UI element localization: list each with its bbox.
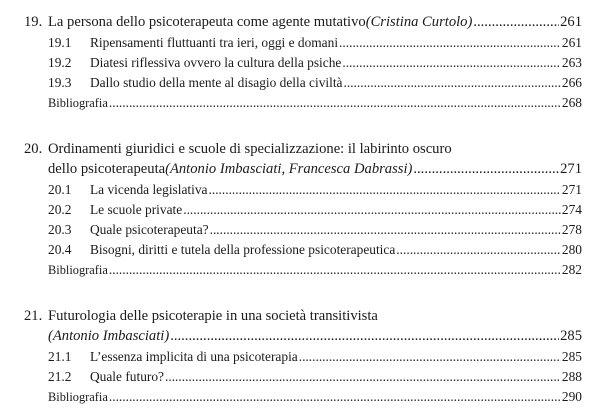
dot-leader bbox=[183, 200, 561, 220]
dot-leader bbox=[339, 33, 561, 53]
section-page: 263 bbox=[561, 55, 582, 70]
section-title: Le scuole private bbox=[90, 202, 183, 217]
section-entry bbox=[48, 73, 582, 93]
dot-leader bbox=[342, 53, 561, 73]
section-title: Diatesi riflessiva ovvero la cultura della psiche bbox=[90, 55, 342, 70]
section-entry bbox=[48, 53, 582, 73]
chapter-title bbox=[48, 306, 582, 346]
chapter-number: 21. bbox=[24, 308, 43, 324]
section-title: Dallo studio della mente al disagio della civiltà bbox=[90, 75, 343, 90]
bibliography-entry bbox=[48, 260, 582, 280]
chapter-title-text: Futurologia delle psicoterapie in una società transitivista bbox=[48, 308, 378, 324]
chapter-page: 261 bbox=[560, 14, 582, 30]
section-number: 20.3 bbox=[48, 222, 72, 237]
chapter-author: (Cristina Curtolo) bbox=[365, 14, 473, 30]
chapter-number: 20. bbox=[24, 141, 43, 157]
chapter-title-line bbox=[48, 12, 582, 32]
section-entry bbox=[48, 220, 582, 240]
dot-leader bbox=[109, 387, 561, 407]
chapter-author: (Antonio Imbasciati) bbox=[48, 328, 170, 344]
section-title: Bisogni, diritti e tutela della professione psicoterapeutica bbox=[90, 242, 396, 257]
dot-leader bbox=[473, 12, 559, 32]
section-page: 274 bbox=[561, 202, 582, 217]
dot-leader bbox=[210, 220, 561, 240]
dot-leader bbox=[170, 326, 559, 346]
chapter-heading bbox=[24, 139, 582, 179]
chapter-21 bbox=[24, 306, 582, 407]
section-number: 19.1 bbox=[48, 35, 72, 50]
chapter-page: 285 bbox=[560, 328, 582, 344]
section-title: L’essenza implicita di una psicoterapia bbox=[90, 349, 298, 364]
section-page: 280 bbox=[561, 242, 582, 257]
chapter-19 bbox=[24, 12, 582, 113]
chapter-title bbox=[48, 139, 582, 179]
dot-leader bbox=[109, 260, 561, 280]
chapter-title-text: dello psicoterapeuta bbox=[48, 161, 166, 177]
section-page: 285 bbox=[561, 349, 582, 364]
bibliography-page: 268 bbox=[561, 95, 582, 110]
chapter-number: 19. bbox=[24, 14, 43, 30]
section-list bbox=[48, 180, 582, 280]
section-number: 21.2 bbox=[48, 369, 72, 384]
section-page: 288 bbox=[561, 369, 582, 384]
chapter-title-line bbox=[48, 306, 582, 326]
section-page: 261 bbox=[561, 35, 582, 50]
section-list bbox=[48, 33, 582, 113]
dot-leader bbox=[299, 347, 561, 367]
chapter-title-line bbox=[48, 159, 582, 179]
section-number: 19.2 bbox=[48, 55, 72, 70]
chapter-title bbox=[48, 12, 582, 32]
bibliography-entry bbox=[48, 387, 582, 407]
section-title: La vicenda legislativa bbox=[90, 182, 208, 197]
dot-leader bbox=[413, 159, 559, 179]
dot-leader bbox=[109, 93, 561, 113]
section-list bbox=[48, 347, 582, 407]
bibliography-label: Bibliografia bbox=[48, 390, 108, 404]
chapter-title-text: La persona dello psicoterapeuta come agente mutativo bbox=[48, 14, 366, 30]
dot-leader bbox=[344, 73, 561, 93]
section-page: 266 bbox=[561, 75, 582, 90]
section-title: Quale psicoterapeuta? bbox=[90, 222, 209, 237]
dot-leader bbox=[396, 240, 561, 260]
bibliography-page: 282 bbox=[561, 262, 582, 277]
section-number: 20.2 bbox=[48, 202, 72, 217]
section-page: 271 bbox=[561, 182, 582, 197]
section-number: 21.1 bbox=[48, 349, 72, 364]
chapter-heading bbox=[24, 306, 582, 346]
chapter-page: 271 bbox=[560, 161, 582, 177]
section-entry bbox=[48, 347, 582, 367]
chapter-title-line bbox=[48, 139, 582, 159]
section-entry bbox=[48, 240, 582, 260]
dot-leader bbox=[165, 367, 561, 387]
bibliography-label: Bibliografia bbox=[48, 96, 108, 110]
section-entry bbox=[48, 33, 582, 53]
section-title: Ripensamenti fluttuanti tra ieri, oggi e domani bbox=[90, 35, 339, 50]
section-number: 20.4 bbox=[48, 242, 72, 257]
section-number: 19.3 bbox=[48, 75, 72, 90]
section-entry bbox=[48, 367, 582, 387]
bibliography-entry bbox=[48, 93, 582, 113]
dot-leader bbox=[209, 180, 561, 200]
section-entry bbox=[48, 180, 582, 200]
table-of-contents bbox=[24, 12, 582, 407]
bibliography-page: 290 bbox=[561, 389, 582, 404]
bibliography-label: Bibliografia bbox=[48, 263, 108, 277]
section-page: 278 bbox=[561, 222, 582, 237]
section-number: 20.1 bbox=[48, 182, 72, 197]
chapter-author: (Antonio Imbasciati, Francesca Dabrassi) bbox=[165, 161, 413, 177]
chapter-title-line bbox=[48, 326, 582, 346]
chapter-20 bbox=[24, 139, 582, 280]
section-title: Quale futuro? bbox=[90, 369, 164, 384]
chapter-heading bbox=[24, 12, 582, 32]
chapter-title-text: Ordinamenti giuridici e scuole di specializzazione: il labirinto oscuro bbox=[48, 141, 452, 157]
section-entry bbox=[48, 200, 582, 220]
